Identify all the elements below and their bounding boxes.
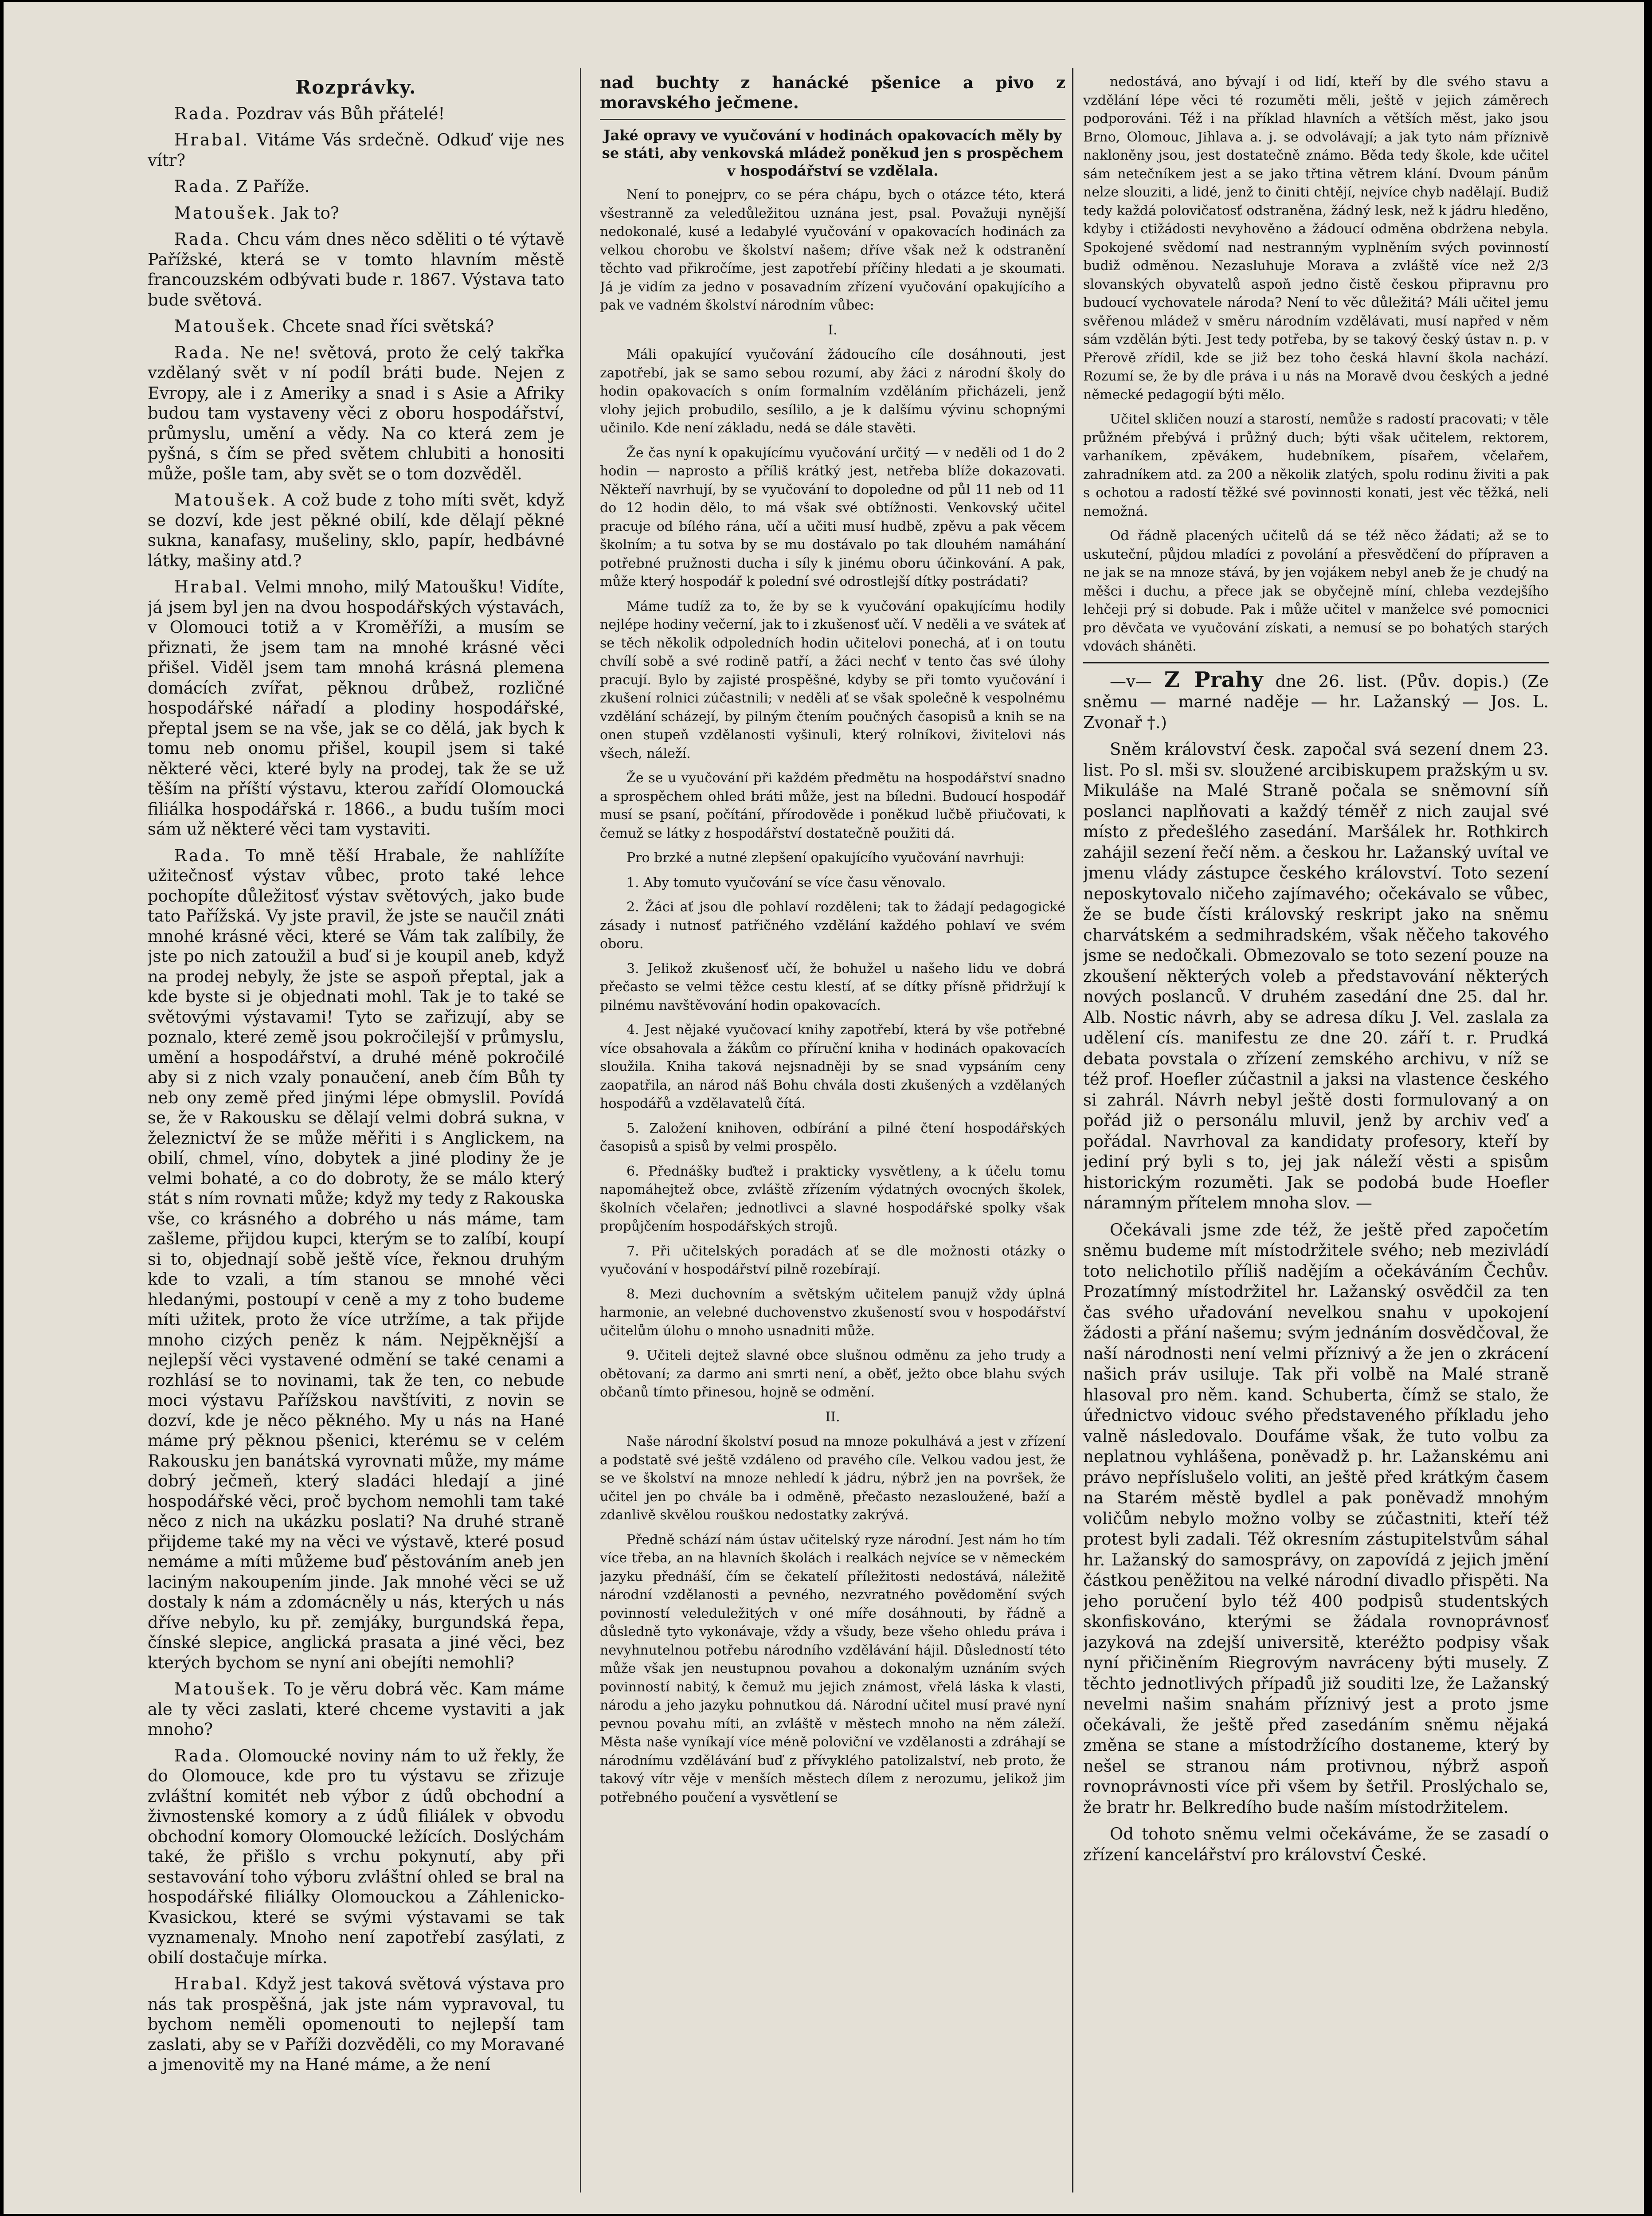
dialogue-line [148,490,564,571]
divider [1083,662,1549,663]
paragraph: 8. Mezi duchovním a světským učitelem panujž vždy úplná harmonie, an velebné duchovenstvo zkušeností svou v hospodářství učitelům úlohu o mnoho usnadniti může. [600,1286,1065,1339]
dialogue-line [148,316,564,337]
dialogue-text: Olomoucké noviny nám to už řekly, že do Olomouce, kde pro tu výstavu se zřizuje zvláštní komitét neb výbor z údů obchodní a živnostenské komory a z údů filiálek v obvodu obchodní komory Olomoucké ležících. Doslýchám také, že přišlo s vrchu pokynutí, aby při sestavování toho výboru zvláštní ohled se bral na hospodářské filiálky Olomouckou a Záhlenicko-Kvasickou, které se svými výstavami se tak vyznamenaly. Mnoho není zapotřebí zasýlati, z obilí dostačuje mírka. [148,1746,564,1967]
column-dialogue [148,77,564,2197]
author-mark: —v— [1110,671,1164,691]
dialogue-line [148,176,564,197]
paragraph: Máme tudíž za to, že by se k vyučování opakujícímu hodily nejlépe hodiny večerní, jak to i zkušenosť učí. V neděli a ve svátek ať se těch několik odpoledních hodin učitelovi ponechá, ať i on toutu chvílí sobě a své rodině patří, a žáci nechť v tento čas své úlohy pracují. Bylo by zajisté prospěšné, kdyby se při tomto vyučování i zkušení rolnici zúčastnili; v neděli ať se však společně k vespolnému vzdělání scházejí, by pilným čtením poučných časopisů a knih se na onen stupeň vzdělanosti vyšinuli, který rolníkovi, živitelovi nás všech, náleží. [600,598,1065,761]
article-intro [600,186,1065,315]
dialogue-text: Z Paříže. [231,177,310,196]
dialogue-text: A což bude z toho míti svět, když se dozví, kde jest pěkné obilí, kde dělají pěkné sukna, kanafasy, mušeliny, sklo, papír, hedbávné látky, mašiny atd.? [148,490,564,570]
column-news [1083,73,1549,2192]
article-continuation [1083,73,1549,656]
column-divider-right [1072,68,1073,2192]
section-title: Rozprávky. [295,77,417,98]
speaker-name: Matoušek. [174,203,277,223]
dialogue-line [148,1679,564,1740]
dialogue-text: Vitáme Vás srdečně. Odkuď vije nes vítr? [148,130,564,170]
paragraph: Naše národní školství posud na mnoze pokulhává a jest v zřízení a podstatě své ještě vzdáleno od pravého cíle. Velkou vadou jest, že se ve školství na mnoze nehledí k jádru, nýbrž jen na površek, že učitel jen po chvále ba i odměně, přečasto nezasloužené, baží a zdanlivě skvělou rouškou nedostatky zakrývá. [600,1434,1065,1523]
dialogue-text: To je věru dobrá věc. Kam máme ale ty věci zaslati, které chceme vystaviti a jak mnoho? [148,1679,564,1739]
article-part-2 [600,1432,1065,1807]
paragraph: Pro brzké a nutné zlepšení opakujícího vyučování navrhuji: [626,850,1025,866]
news-body [1083,739,1549,1865]
proposal-list [600,874,1065,1402]
speaker-name: Hrabal. [174,130,250,149]
dialogue-text: Ne ne! světová, proto že celý takřka vzdělaný svět v ní podíl bráti bude. Nejen z Evropy, ale i z Ameriky a snad i s Asie a Afriky budou tam vystaveny věci z oboru hospodářství, průmyslu, umění a vědy. Na co která zem je pyšná, s čím se před světem chlubiti a honositi může, pošle tam, aby svět se o tom dozvěděl. [148,343,564,483]
news-place: Z Prahy [1164,667,1263,692]
speaker-name: Rada. [174,104,231,123]
dialogue-body [148,104,564,2075]
section-number: II. [825,1409,840,1425]
speaker-name: Matoušek. [174,490,277,510]
paragraph: 5. Založení knihoven, odbírání a pilné čtení hospodářských časopisů a spisů by velmi prospělo. [600,1120,1065,1154]
dialogue-line [148,130,564,170]
paragraph: Učitel skličen nouzí a starostí, nemůže s radostí pracovati; v těle průžném přebývá i průžný duch; býti však učitelem, rektorem, varhaníkem, zpěvákem, hudebníkem, písařem, včelařem, zahradníkem atd. za 200 a několik zlatých, spolu rodinu živiti a pak s ochotou a radostí těžké své povinnosti konati, jest věc těžká, neli nemožná. [1083,412,1549,519]
section-number: I. [828,322,838,338]
paragraph: Očekávali jsme zde též, že ještě před započetím sněmu budeme mít místodržitele svého; neb mezivládí toto nelichotilo příliš nadějím a očekáváním Čechův. Prozatímný místodržitel hr. Lažanský osvědčil za ten čas svého uřadování nevelkou snahu v upokojení žádosti a přání našemu; svým jednáním dosvědčoval, že naší národnosti není velmi příznivý a že jen o zkrácení našich práv usiluje. Tak při volbě na Malé straně hlasoval pro něm. kand. Schuberta, čímž se stalo, že úřednictvo vidouc svého představeného příkladu jeho valně následovalo. Doufáme však, že tuto volbu za neplatnou vyhlášena, poněvadž p. hr. Lažanskému ani právo nepříslušelo voliti, an ještě před krátkým časem na Starém městě bydlel a pak poněvadž mnohým voličům nebylo možno volby se zúčastniti, kteří též protest byli zadali. Též okresním zástupitelstvům sáhal hr. Lažanský do samosprávy, on zapovídá z jejich jmění částkou peněžitou na velké národní divadlo přispěti. Na jeho poručení bylo též 400 podpisů studentských skonfiskováno, kterými se žádala rovnoprávnosť jazyková na zdejší universitě, kteréžto podpisy však nyní přičiněním Riegrovým navráceny býti musely. Z těchto jednotlivých případů již souditi lze, že Lažanský nevelmi našim snahám příznivý jest a proto jsme očekávali, že ještě před zasedáním sněmu nějaká změna se stane a místodržícího dostaneme, který by nešel se stranou nám protivnou, nýbrž aspoň rovnoprávnosti více při všem by šetřil. Proslýchalo se, že bratr hr. Belkredího bude naším místodržitelem. [1083,1220,1549,1817]
paragraph: 7. Při učitelských poradách ať se dle možnosti otázky o vyučování v hospodářství pilně rozebírají. [600,1243,1065,1277]
speaker-name: Hrabal. [174,1974,250,1993]
paragraph: nedostává, ano bývají i od lidí, kteří by dle svého stavu a vzdělání lépe věci té rozuměti měli, ještě v jejich záměrech podporováni. Též i na příklad hlavních a větších měst, jako jsou Brno, Olomouc, Jihlava a. j. se odvolávají; a jak tyto nám příznivě nakloněny jsou, jest dostatečně známo. Běda tedy škole, kde učitel sám netečníkem jest a se jako třtina větrem klání. Dvoum pánům nelze slouziti, a lidé, jenž to činiti chtějí, nejvíce chyb nadělají. Budiž tedy každá polovičatosť odstraněna, žádný lesk, než k jádru hleděno, kdyby i ctižádosti nevyhověno a žádoucí odměna obdržena nebyla. Spokojené svědomí nad nestranným vyplněním svých povinností budiž odměnou. Nezasluhuje Morava a zvláště více než 2/3 slovanských obyvatelů aspoň jedno čistě českou připravnu pro budoucí vychovatele národa? Není to věc důležitá? Máli učitel jemu svěřenou mládež v směru národním vzdělávati, musí napřed v něm sám vzdělán býti. Jest tedy potřeba, by se takový český ústav n. p. v Přerově zřídil, kde se již bez toho česká hlavní škola nachází. Rozumí se, že by dle práva i u nás na Moravě dvou českých a jedné německé pedagogií býti mělo. [1083,74,1549,403]
news-date-summary: dne 26. list. (Pův. dopis.) (Ze sněmu — marné naděje — hr. Lažanský — Jos. L. Zvonař †.) [1083,671,1549,732]
paragraph: Od tohoto sněmu velmi očekáváme, že se zasadí o zřízení kancelářství pro království České. [1083,1824,1549,1864]
newspaper-page [4,2,1644,2214]
speaker-name: Rada. [174,846,231,865]
speaker-name: Hrabal. [174,577,250,596]
speaker-name: Rada. [174,177,231,196]
dialogue-line [148,846,564,1673]
dialogue-text: Když jest taková světová výstava pro nás tak prospěšná, jak jste nám vypravoval, tu bychom neměli opomenouti to nejlepší tam zaslati, aby se v Paříži dozvěděli, co my Moravané a jmenovitě my na Hané máme, a že není [148,1974,564,2074]
speaker-name: Rada. [174,1746,231,1765]
column-divider-left [580,68,581,2192]
paragraph: 1. Aby tomuto vyučování se více času věnovalo. [626,875,946,890]
paragraph: 2. Žáci ať jsou dle pohlaví rozděleni; tak to žádají pedagogické zásady i nutnosť patřičného vzdělání každého pohlaví ve svém oboru. [600,899,1065,952]
speaker-name: Matoušek. [174,1679,277,1698]
paragraph: Máli opakující vyučování žádoucího cíle dosáhnouti, jest zapotřebí, jak se samo sebou rozumí, aby žáci z národní školy do hodin opakovacích s oním formalním vzděláním přicházeli, jenž vlohy jejich probudilo, sesílilo, a je k dalšímu vývinu schopnými učinilo. Kde není základu, nedá se dále stavěti. [600,347,1065,436]
speaker-name: Matoušek. [174,317,277,336]
paragraph: Není to ponejprv, co se péra chápu, bych o otázce této, která všestranně za veledůležitou uznána jest, psal. Považuji nynější nedokonalé, kusé a ledabylé vyučování v opakovacích hodinách za velkou chorobu ve školství našem; dříve však než k odstranění těchto vad přikročíme, jest zapotřebí příčiny hledati a je skoumati. Já je vidím za jedno v posavadním zřízení vyučování opakujícího a pak ve vadném školství národním vůbec: [600,187,1065,313]
column-education [600,73,1065,2192]
paragraph: 9. Učiteli dejtež slavné obce slušnou odměnu za jeho trudy a obětovaní; za darmo ani smrti není, a oběť, ježto obce blahu svých občanů tímto přinesou, hojně se odmění. [600,1348,1065,1400]
dialogue-text: Jak to? [277,203,339,223]
dialogue-text: To mně těší Hrabale, že nahlížíte užitečnosť výstav vůbec, proto také lehce pochopíte důležitosť výstav světových, jako bude tato Pařížská. Vy jste pravil, že jste se naučil znáti mnohé krásné věci, které se Vám tak zalíbily, že jste po nich zatoužil a buď si je koupil aneb, když na prodej nebyly, že jste se aspoň přeptal, jak a kde byste si je objednati mohl. Tak je to také se světovými výstavami! Tyto se zařizují, aby se poznalo, které země jsou pokročilejší v průmyslu, umění a hospodářství, a druhé méně pokročilé aby si z nich vzaly ponaučení, aneb čím Bůh ty neb ony země před jinými lépe obmyslil. Povídá se, že v Rakousku se dělají velmi dobrá sukna, v železnictví že se může měřiti i s Anglickem, na obilí, chmel, víno, dobytek a jiné plodiny že je velmi bohaté, a co do dobroty, že se málo který stát s ním rovnati může; když my tedy z Rakouska vše, co krásného a dobrého u nás máme, tam zašleme, přijdou kupci, kterým se to zalíbí, koupí si to, objednají sobě ještě více, řeknou druhým kde to vzali, a tím stanou se mnohé věci hledanými, postoupí v ceně a my z toho budeme míti užitek, proto že více utržíme, a tak přijde mnoho cizých peněz k nám. Nejpěknější a nejlepší věci vystavené odmění se také cenami a rozhlásí se to novinami, tak že ten, co nebude moci výstavu Pařížskou navštíviti, z novin se dozví, kde je něco pěkného. My u nás na Hané máme prý pěknou pšenici, kterému se v celém Rakousku jen banátská vyrovnati může, my máme dobrý ječmeň, který sladáci hledají a jiné hospodářské věci, proč bychom nemohli tam také něco z nich na ukázku poslati? Na druhé straně přijdeme také my na věci ve výstavě, které posud nemáme a míti můžeme buď pěstováním aneb jen laciným nakoupením jinde. Jak mnohé věci se už dostaly k nám a zdomácněly u nás, kterých u nás dříve nebylo, ku př. zemjáky, burgundská řepa, čínské slepice, anglická prasata a jiné věci, bez kterých bychom se nyní ani obejíti nemohli? [148,846,564,1672]
divider [600,119,1065,120]
dialogue-text: Pozdrav vás Bůh přátelé! [231,104,445,123]
dialogue-line [148,1746,564,1968]
paragraph: 4. Jest nějaké vyučovací knihy zapotřebí, která by vše potřebné více obsahovala a žákům co příruční kniha v hodinách opakovacích sloužila. Kniha taková nejsnadněji by se snad vypsáním ceny zaopatřila, an národ náš Bohu chvála dosti zkušených a vzdělaných hospodářů a vzdělavatelů čítá. [600,1022,1065,1111]
dialogue-text: Velmi mnoho, milý Matoušku! Vidíte, já jsem byl jen na dvou hospodářských výstavách, v Olomouci totiž a v Kroměříži, a musím se přiznati, že jsem tam na mnohé krásné věci přišel. Viděl jsem tam mnohá krásná plemena domácích zvířat, pěknou drůbež, rozličné hospodářské nářadí a plodiny hospodářské, přeptal jsem se na vše, jak se co dělá, jak bych k tomu neb onomu přišel, koupil jsem si také některé věci, které byly na prodej, tak že se už těším na příští výstavu, kterou zařídí Olomoucká filiálka hospodářská r. 1866., a budu tuším moci sám už některé věci tam vystaviti. [148,577,564,839]
article-headline: Jaké opravy ve vyučování v hodinách opakovacích měly by se státi, aby venkovská mládež poněkud jen s prospěchem v hospodářství se vzdělala. [602,127,1064,179]
dialogue-line [148,343,564,484]
dialogue-text: Chcete snad říci světská? [277,317,494,336]
speaker-name: Rada. [174,230,231,249]
paragraph: Že čas nyní k opakujícímu vyučování určitý — v neděli od 1 do 2 hodin — naprosto a příliš krátký jest, netřeba blíže dokazovati. Někteří navrhují, by se vyučování to dopoledne od půl 11 neb od 11 do 12 hodin dělo, to má však své obtížnosti. Venkovský učitel pracuje od bílého rána, učí a učiti musí hudbě, zpěvu a pak věcem školním; a tu sotva by se mu dostávalo po tak dlouhém namáhání potřebné pružnosti ducha i síly k jinému oboru účinkování. A pak, může který hospodář k polední své odrostlejší dítky postrádati? [600,445,1065,589]
dialogue-line [148,1974,564,2075]
dialogue-line [148,104,564,124]
speaker-name: Rada. [174,343,231,362]
dialogue-line [148,577,564,839]
paragraph: Od řádně placených učitelů dá se též něco žádati; až se to uskuteční, půjdou mladíci z povolání a přesvědčení do přípraven a ne jak se na mnoze stává, by jen vojákem nebyl aneb že je chudý na měšci i duchu, a přece jak se obyčejně míní, chleba vezdejšího lehčeji prý si dobude. Pak i může učitel v manželce své pomocnici pro děvčata ve vyučování získati, a nemusí se po bohatých starých vdovách sháněti. [1083,528,1549,654]
news-dateline [1083,667,1549,733]
paragraph: Sněm království česk. započal svá sezení dnem 23. list. Po sl. mši sv. sloužené arcibiskupem pražským u sv. Mikuláše na Malé Straně počala se sněmovní síň poslanci naplňovati a každý téměř z nich zaujal své místo z předešlého zasedání. Maršálek hr. Rothkirch zahájil sezení řečí něm. a českou hr. Lažanský uvítal ve jmenu vlády zástupce českého království. Toto sezení neposkytovalo ničeho zajímavého; očekávalo se vůbec, že se bude čísti královský reskript jako na sněmu charvátském a sedmihradském, však něčeho takového jsme se nedočkali. Obmezovalo se toto sezení pouze na zkoušení některých voleb a představování některých nových poslanců. V druhém zasedání dne 25. dal hr. Alb. Nostic návrh, aby se adresa díku J. Vel. zaslala za udělení cís. manifestu ze dne 20. září t. r. Prudká debata povstala o zřízení zemského archivu, v níž se též prof. Hoefler zúčastnil a jaksi na vlastence českého si zahrál. Návrh nebyl ještě dosti formulovaný a on pořád již o personálu mluvil, jenž by archiv veď a pořádal. Navrhoval za kandidaty profesory, kteří by jediní prý byli s to, jej jak náleží věsti a spisům historickým rozuměti. Jak se podobá bude Hoefler náramným přítelem mnoha slov. — [1083,740,1549,1212]
dialogue-line [148,203,564,224]
dialogue-text: Chcu vám dnes něco sděliti o té výtavě Pařížské, která se v tomto hlavním městě francouzském odbývati bude r. 1867. Výstava tato bude světová. [148,230,564,310]
paragraph: 6. Přednášky buďtež i prakticky vysvětleny, a k účelu tomu napomáhejtež obce, zvláště zřízením výdatných ovocných školek, školních včelařen; jednotlivci a slavné hospodářské spolky však propůjčením hospodářských strojů. [600,1163,1065,1234]
dialogue-line [148,229,564,310]
article-part-1 [600,345,1065,867]
continued-text: nad buchty z hanácké pšenice a pivo z moravského ječmene. [600,73,1065,112]
paragraph: 3. Jelikož zkušenosť učí, že bohužel u našeho lidu ve dobrá přečasto se velmi těžce cestu klestí, ať se dítky přísně přidržují k pilnému navštěvování hodin opakovacích. [600,961,1065,1013]
paragraph: Předně schází nám ústav učitelský ryze národní. Jest nám ho tím více třeba, an na hlavních školách i realkách nejvíce se v německém jazyku přednáší, čím se čekatelí příležitosti nedostává, náležitě národní vzdělanosti a pevného, nezvratného povědomění svých povinností veleduležitých v oné míře dosáhnouti, by řádně a důsledně tyto vykonávaje, vždy a všudy, beze všeho ohledu práva i nevyhnutelnou potřebu národního vzdělávání hájil. Důsledností této může však jen neustupnou povahou a dokonalým uznáním svých povinností nabitý, k čemuž mu jejich známost, vřelá láska k vlasti, národu a jeho jazyku pohnutkou dá. Národní učitel musí pravé nyní pevnou povahu míti, an zvláště v městech mnoho na něm záleží. Města naše vyníkají více méně poloviční ve vzdělanosti a zdráhají se národnímu vzdělávání buď z přívyklého patolizalství, neb proto, že takový vítr věje v menších městech dílem z nerozumu, jelikož jim potřebného poučení a vysvětlení se [600,1532,1065,1805]
paragraph: Že se u vyučování při každém předmětu na hospodářství snadno a sprospěchem ohled bráti může, jest na bíledni. Budoucí hospodář musí se psaní, počítání, přírodověde i poněkud lučbě přiučovati, k čemuž se látky z hospodářství dostatečně použiti dá. [600,770,1065,841]
